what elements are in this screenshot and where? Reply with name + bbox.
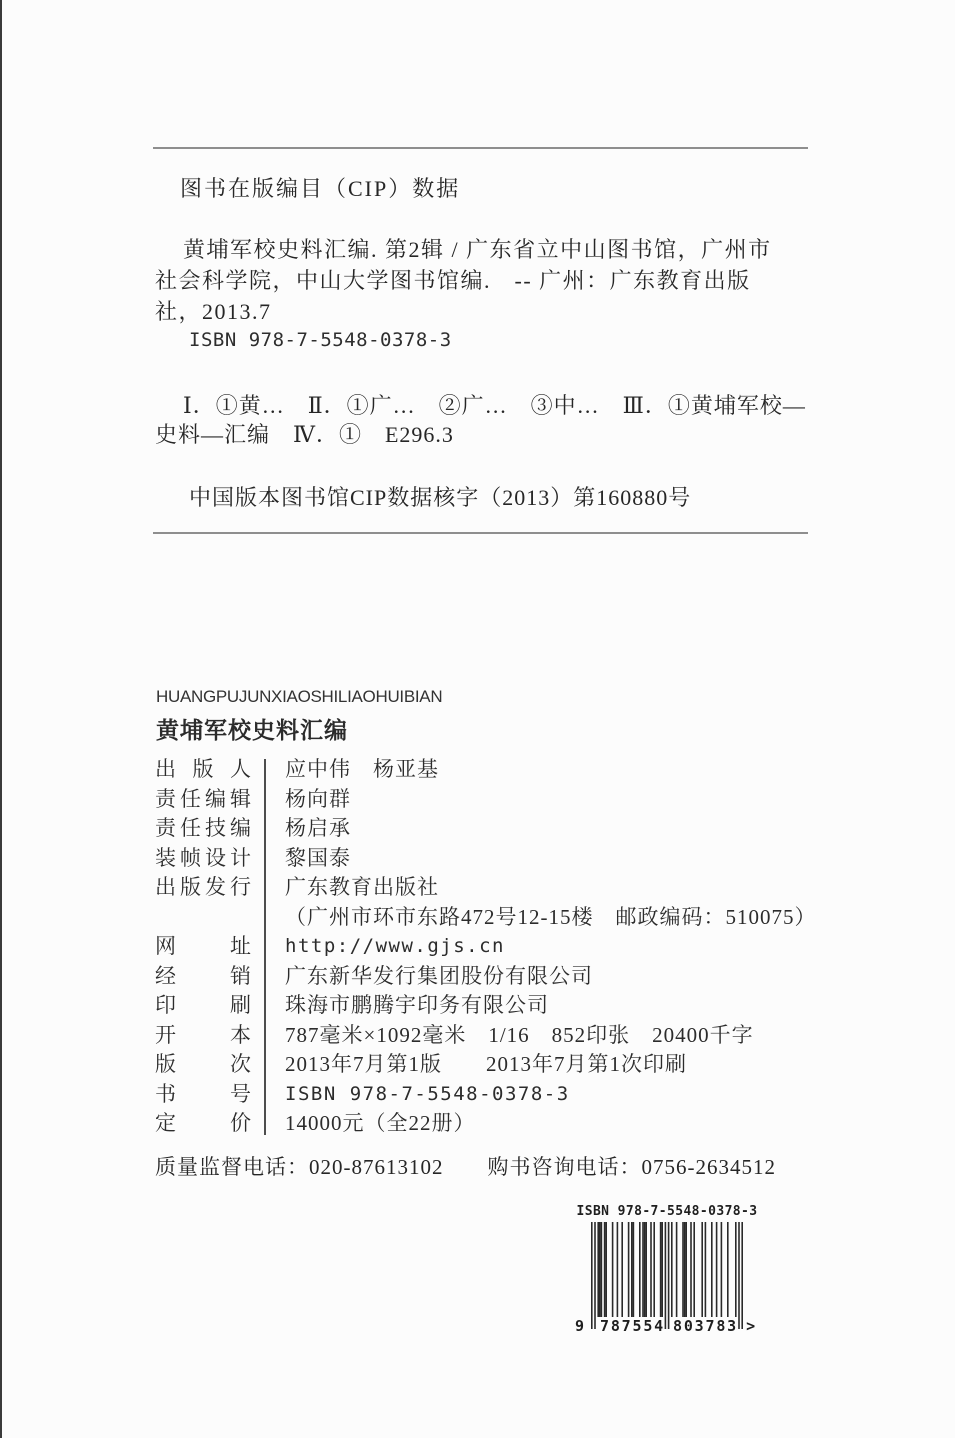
row-label: 印刷	[155, 993, 252, 1017]
row-label: 书号	[155, 1081, 252, 1106]
row-label: 装帧设计	[155, 845, 252, 870]
row-value-isbn: ISBN 978-7-5548-0378-3	[285, 1082, 570, 1105]
row-value: 珠海市鹏腾宇印务有限公司	[285, 993, 549, 1017]
barcode-digit-group: 9	[575, 1317, 586, 1335]
row-value: 2013年7月第1版 2013年7月第1次印刷	[285, 1052, 687, 1076]
cip-description-line: 社会科学院，中山大学图书馆编. -- 广州：广东教育出版	[155, 268, 751, 293]
colophon-row-publisher-person	[155, 755, 815, 785]
cip-classification	[155, 391, 830, 449]
barcode-bars	[591, 1222, 743, 1329]
colophon-row-distributor	[155, 962, 815, 992]
cip-top-rule	[153, 147, 808, 149]
cip-header: 图书在版编目（CIP）数据	[180, 176, 461, 201]
colophon-row-price	[155, 1109, 815, 1139]
cip-registry-number: 中国版本图书馆CIP数据核字（2013）第160880号	[189, 485, 692, 510]
colophon-table	[155, 755, 815, 1139]
cip-description	[155, 234, 830, 327]
row-value: 广东教育出版社	[285, 875, 439, 899]
colophon-row-publisher-address	[155, 903, 815, 933]
row-label: 网址	[155, 934, 252, 958]
colophon-row-publisher	[155, 873, 815, 903]
colophon-row-edition	[155, 1050, 815, 1080]
colophon-row-format	[155, 1021, 815, 1051]
row-label: 开本	[155, 1022, 252, 1047]
barcode-digit-group: 803783	[673, 1317, 738, 1335]
colophon-row-website	[155, 932, 815, 962]
barcode-isbn-text: ISBN 978-7-5548-0378-3	[576, 1204, 758, 1219]
row-value-url: http://www.gjs.cn	[285, 935, 505, 957]
row-label: 出版发行	[155, 875, 252, 899]
cip-description-line: 社，2013.7	[155, 299, 272, 324]
colophon-row-isbn	[155, 1080, 815, 1110]
row-value: 黎国泰	[285, 845, 351, 870]
row-label: 经销	[155, 963, 252, 988]
contact-phones: 质量监督电话：020-87613102 购书咨询电话：0756-2634512	[155, 1155, 776, 1179]
colophon-row-technical-editor	[155, 814, 815, 844]
colophon-row-designer	[155, 844, 815, 874]
colophon-row-editor	[155, 785, 815, 815]
row-label: 出版人	[155, 757, 252, 781]
row-label: 定价	[155, 1111, 252, 1135]
cip-classification-line: 史料—汇编 Ⅳ．① E296.3	[155, 422, 454, 447]
row-label: 责任编辑	[155, 786, 252, 811]
row-value: 广东新华发行集团股份有限公司	[285, 963, 593, 988]
barcode-digit-group: >	[746, 1317, 757, 1335]
cip-bottom-rule	[153, 532, 808, 534]
row-value: 杨启承	[285, 816, 351, 840]
row-label: 责任技编	[155, 816, 252, 840]
romanized-title: HUANGPUJUNXIAOSHILIAOHUIBIAN	[156, 687, 443, 706]
row-value: （广州市环市东路472号12-15楼 邮政编码：510075）	[285, 904, 817, 929]
book-title: 黄埔军校史料汇编	[156, 717, 348, 743]
barcode-digit-group: 787554	[600, 1317, 665, 1335]
row-label: 版次	[155, 1052, 252, 1076]
barcode-digits	[575, 1317, 759, 1335]
colophon-row-printer	[155, 991, 815, 1021]
row-value: 787毫米×1092毫米 1/16 852印张 20400千字	[285, 1022, 754, 1047]
scan-edge-line	[0, 0, 2, 1438]
cip-isbn: ISBN 978-7-5548-0378-3	[189, 329, 452, 351]
row-value: 杨向群	[285, 786, 351, 811]
cip-classification-line: Ⅰ．①黄… Ⅱ．①广… ②广… ③中… Ⅲ．①黄埔军校—	[183, 393, 806, 418]
row-value: 14000元（全22册）	[285, 1111, 476, 1135]
row-label	[155, 903, 252, 933]
row-value: 应中伟 杨亚基	[285, 757, 439, 781]
isbn-barcode	[575, 1204, 759, 1335]
cip-description-line: 黄埔军校史料汇编. 第2辑 / 广东省立中山图书馆，广州市	[183, 237, 772, 262]
